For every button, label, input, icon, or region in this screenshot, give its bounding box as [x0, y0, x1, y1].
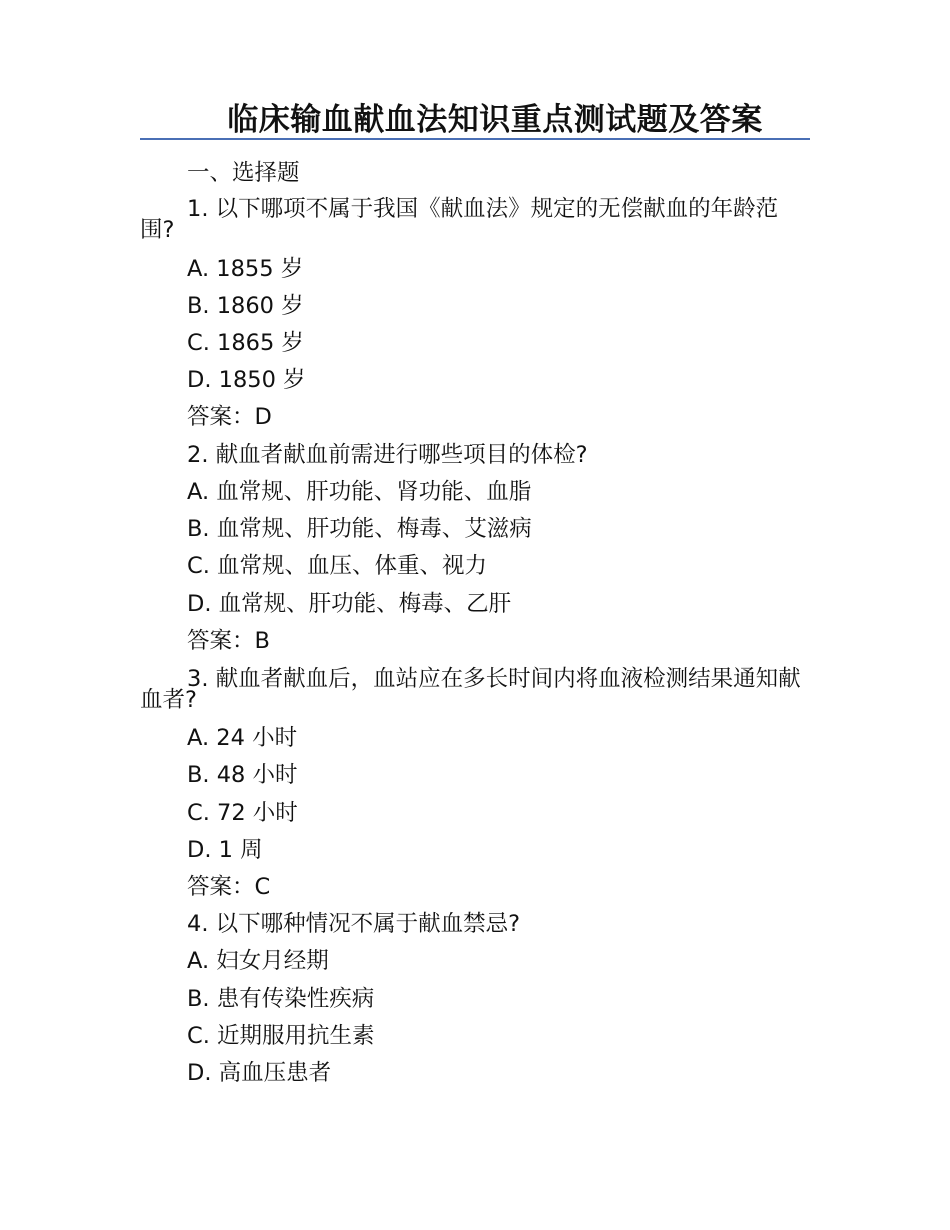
question-3-answer: 答案：C	[187, 874, 271, 900]
question-2-text: 2. 献血者献血前需进行哪些项目的体检?	[187, 442, 588, 468]
document-title: 临床输血献血法知识重点测试题及答案	[227, 102, 763, 138]
question-1-answer: 答案：D	[187, 404, 272, 430]
question-1-text: 1. 以下哪项不属于我国《献血法》规定的无偿献血的年龄范围?	[140, 196, 779, 243]
question-2-option-b: B. 血常规、肝功能、梅毒、艾滋病	[187, 516, 532, 542]
question-2-option-c: C. 血常规、血压、体重、视力	[187, 553, 488, 579]
question-2-option-a: A. 血常规、肝功能、肾功能、血脂	[187, 479, 532, 505]
question-4-option-d: D. 高血压患者	[187, 1060, 332, 1086]
question-1-option-a: A. 1855 岁	[187, 256, 304, 282]
question-3-option-d: D. 1 周	[187, 837, 263, 863]
title-underline	[140, 138, 810, 140]
question-1-option-b: B. 1860 岁	[187, 293, 304, 319]
question-2-option-d: D. 血常规、肝功能、梅毒、乙肝	[187, 591, 512, 617]
question-3-text: 3. 献血者献血后，血站应在多长时间内将血液检测结果通知献血者?	[140, 666, 801, 713]
section-heading: 一、选择题	[187, 160, 300, 186]
question-4-option-b: B. 患有传染性疾病	[187, 986, 375, 1012]
question-4-option-a: A. 妇女月经期	[187, 948, 329, 974]
question-1-option-d: D. 1850 岁	[187, 367, 306, 393]
question-3-option-c: C. 72 小时	[187, 800, 298, 826]
question-3-option-b: B. 48 小时	[187, 762, 298, 788]
question-3-option-a: A. 24 小时	[187, 725, 298, 751]
question-2-answer: 答案：B	[187, 628, 270, 654]
question-1-option-c: C. 1865 岁	[187, 330, 304, 356]
question-4-text: 4. 以下哪种情况不属于献血禁忌?	[187, 911, 521, 937]
question-4-option-c: C. 近期服用抗生素	[187, 1023, 375, 1049]
